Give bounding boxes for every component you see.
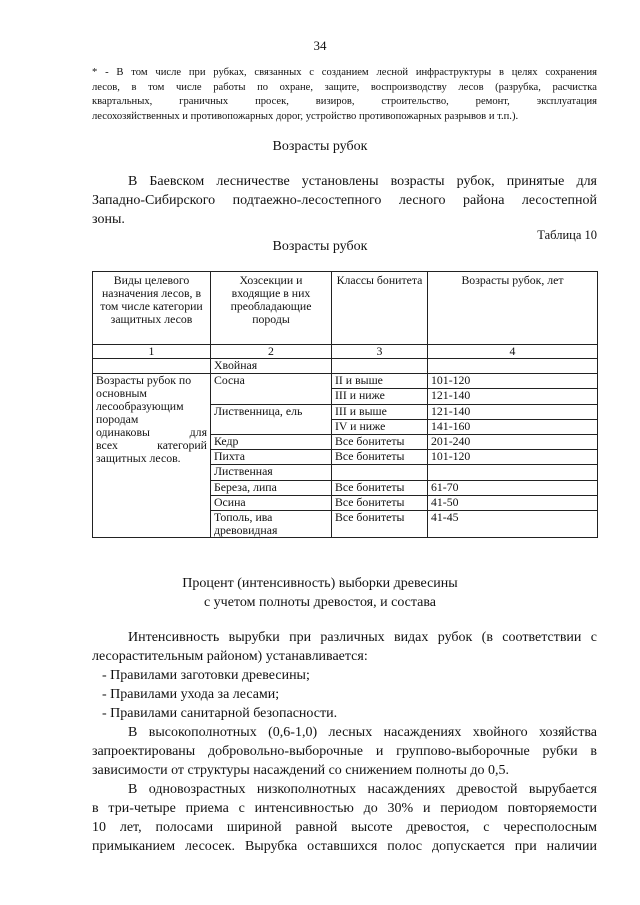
bonitet-cell: III и ниже: [332, 389, 428, 404]
purpose-line: Возрасты рубок по: [96, 373, 192, 388]
header-bonitet: Классы бонитета: [332, 272, 428, 345]
table-row: [93, 359, 598, 374]
purpose-line: защитных лесов.: [96, 451, 181, 466]
age-cell: 61-70: [428, 480, 598, 495]
age-cell: 41-45: [428, 510, 598, 537]
paragraph-line: В высокополнотных (0,6-1,0) лесных насаждениях хвойного хозяйства: [128, 725, 597, 740]
column-number: 3: [332, 345, 428, 359]
column-number: 2: [211, 345, 332, 359]
footnote-line: квартальных, граничных просек, визиров, строительство, ремонт, эксплуатация: [92, 96, 597, 107]
bonitet-cell: II и выше: [332, 374, 428, 389]
column-number: 4: [428, 345, 598, 359]
paragraph-line: зоны.: [92, 212, 125, 227]
purpose-line: всех категорий: [96, 438, 207, 453]
footnote-line: лесохозяйственных и противопожарных дорог, устройство противопожарных разрывов и т.п.).: [92, 110, 519, 122]
bonitet-cell: III и выше: [332, 404, 428, 419]
column-number: 1: [93, 345, 211, 359]
footnote: [92, 66, 597, 124]
purpose-line: основным: [96, 386, 147, 401]
list-item: - Правилами ухода за лесами;: [102, 687, 280, 702]
table-title: Возрасты рубок: [272, 239, 368, 254]
header-purpose: Виды целевого назначения лесов, в том числе категории защитных лесов: [93, 272, 211, 345]
age-cell: 121-140: [428, 404, 598, 419]
list-item: - Правилами заготовки древесины;: [102, 668, 310, 683]
species-cell: Сосна: [211, 374, 332, 404]
species-cell: Лиственная: [211, 465, 332, 480]
species-cell: Хвойная: [211, 359, 332, 374]
table-row: [93, 374, 598, 389]
purpose-line: одинаковы для: [96, 425, 207, 440]
heading-line: Процент (интенсивность) выборки древесины: [182, 576, 458, 591]
list-item: - Правилами санитарной безопасности.: [102, 706, 338, 721]
section-heading-cutting-ages: Возрасты рубок: [272, 139, 368, 154]
section-heading-intensity: [0, 574, 640, 612]
paragraph-line: В одновозрастных низкополнотных насаждениях древостой вырубается: [128, 782, 597, 797]
table-caption: Таблица 10: [537, 228, 597, 242]
bonitet-cell: Все бонитеты: [332, 510, 428, 537]
paragraph-line: зависимости от структуры насаждений со снижением полноты до 0,5.: [92, 763, 510, 778]
table-header-row: [93, 272, 598, 345]
purpose-cell: [93, 374, 211, 538]
bonitet-cell: Все бонитеты: [332, 450, 428, 465]
species-cell: Лиственница, ель: [211, 404, 332, 434]
page-number: 34: [313, 38, 327, 53]
paragraph-line: в три-четыре приема с интенсивностью до 30% и периодом повторяемости: [92, 801, 597, 816]
species-cell: Береза, липа: [211, 480, 332, 495]
heading-line: с учетом полноты древостоя, и состава: [203, 595, 437, 610]
footnote-line: лесов, в том числе работы по охране, защите, воспроизводству лесов (разрубка, расчистка: [92, 81, 597, 93]
cutting-ages-table: [92, 271, 598, 538]
footnote-line: * - В том числе при рубках, связанных с созданием лесной инфраструктуры в целях сохранения: [92, 67, 597, 78]
purpose-line: породам: [96, 412, 139, 427]
species-cell: Осина: [211, 495, 332, 510]
species-cell: Пихта: [211, 450, 332, 465]
paragraph-line: примыканием лесосек. Вырубка оставшихся полос допускается при наличии: [92, 839, 597, 854]
bonitet-cell: Все бонитеты: [332, 480, 428, 495]
purpose-line: лесообразующим: [96, 399, 184, 414]
header-age: Возрасты рубок, лет: [428, 272, 598, 345]
age-cell: 121-140: [428, 389, 598, 404]
column-number-row: [93, 345, 598, 359]
paragraph-line: Интенсивность вырубки при различных видах рубок (в соответствии с: [128, 630, 597, 645]
age-cell: 101-120: [428, 450, 598, 465]
paragraph-line: лесорастительным районом) устанавливается:: [92, 649, 368, 664]
paragraph-line: Западно-Сибирского подтаежно-лесостепного лесного района лесостепной: [92, 193, 597, 208]
species-cell: Кедр: [211, 434, 332, 449]
bonitet-cell: [332, 465, 428, 480]
intensity-text: [92, 628, 597, 856]
paragraph-line: В Баевском лесничестве установлены возрасты рубок, принятые для: [128, 174, 597, 189]
bonitet-cell: Все бонитеты: [332, 495, 428, 510]
header-sections: Хозсекции и входящие в них преобладающие породы: [211, 272, 332, 345]
paragraph-line: 10 лет, полосами шириной равной высоте древостоя, с чересполосным: [92, 820, 597, 835]
bonitet-cell: IV и ниже: [332, 419, 428, 434]
age-cell: [428, 465, 598, 480]
age-cell: 201-240: [428, 434, 598, 449]
age-cell: 101-120: [428, 374, 598, 389]
age-cell: 41-50: [428, 495, 598, 510]
species-cell: Тополь, ива древовидная: [211, 510, 332, 537]
intro-paragraph: [92, 172, 597, 229]
age-cell: 141-160: [428, 419, 598, 434]
bonitet-cell: [332, 359, 428, 374]
age-cell: [428, 359, 598, 374]
bonitet-cell: Все бонитеты: [332, 434, 428, 449]
paragraph-line: запроектированы добровольно-выборочные и группово-выборочные рубки в: [92, 744, 597, 759]
